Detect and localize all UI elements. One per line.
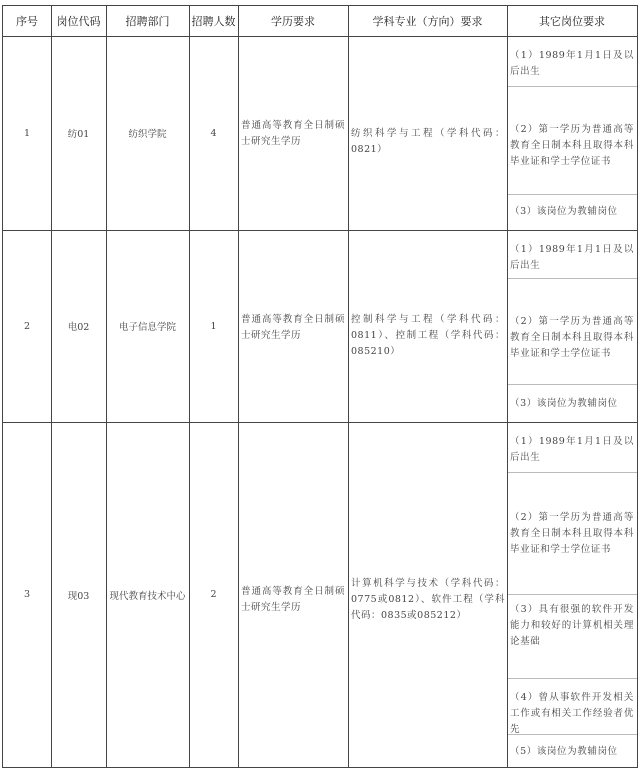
row3-dept: 现代教育技术中心 xyxy=(109,590,186,602)
req-divider xyxy=(508,194,637,195)
row2-dept: 电子信息学院 xyxy=(118,322,176,333)
recruitment-table xyxy=(2,5,638,768)
header-major: 学科专业（方向）要求 xyxy=(372,15,483,28)
row2-count: 1 xyxy=(210,320,217,332)
row1-req2: （2）第一学历为普通高等教育全日制本科且取得本科毕业证和学士学位证书 xyxy=(510,124,634,167)
req-divider xyxy=(508,594,637,595)
row2-seq: 2 xyxy=(23,320,31,332)
column-divider xyxy=(348,6,349,767)
header-other: 其它岗位要求 xyxy=(539,15,605,28)
row1-count: 4 xyxy=(210,127,217,139)
row3-major: 计算机科学与技术（学科代码：0775或0812）、软件工程（学科代码：0835或085212） xyxy=(351,578,505,621)
row2-code: 电02 xyxy=(67,322,90,333)
row3-req5: （5）该岗位为教辅岗位 xyxy=(510,746,618,757)
row2-req3: （3）该岗位为教辅岗位 xyxy=(510,398,618,409)
req-divider xyxy=(508,472,637,473)
row1-dept: 纺织学院 xyxy=(128,129,167,140)
row3-req4: （4）曾从事软件开发相关工作或有相关工作经验者优先 xyxy=(510,692,634,735)
row3-seq: 3 xyxy=(23,589,31,600)
row3-req2: （2）第一学历为普通高等教育全日制本科且取得本科毕业证和学士学位证书 xyxy=(510,512,634,555)
row3-code: 现03 xyxy=(67,590,90,602)
header-edu: 学历要求 xyxy=(271,15,315,28)
header-seq: 序号 xyxy=(16,15,38,28)
req-divider xyxy=(508,678,637,679)
req-divider xyxy=(508,86,637,87)
row2-edu: 普通高等教育全日制硕士研究生学历 xyxy=(241,314,345,341)
row1-seq: 1 xyxy=(23,127,31,139)
row1-req1: （1）1989年1月1日及以后出生 xyxy=(510,50,634,77)
req-divider xyxy=(508,278,637,279)
row2-major: 控制科学与工程（学科代码：0811）、控制工程（学科代码：085210） xyxy=(351,314,505,357)
column-divider xyxy=(507,6,508,767)
row1-req3: （3）该岗位为教辅岗位 xyxy=(510,206,618,217)
column-divider xyxy=(238,6,239,767)
row1-code: 纺01 xyxy=(67,129,90,140)
req-divider xyxy=(508,384,637,385)
row3-req3: （3）具有很强的软件开发能力和较好的计算机相关理论基础 xyxy=(510,604,634,647)
row3-req1: （1）1989年1月1日及以后出生 xyxy=(510,436,634,463)
header-count: 招聘人数 xyxy=(191,15,236,28)
row1-major: 纺织科学与工程（学科代码：0821） xyxy=(351,128,505,155)
row3-count: 2 xyxy=(210,589,217,600)
row2-req2: （2）第一学历为普通高等教育全日制本科且取得本科毕业证和学士学位证书 xyxy=(510,316,634,359)
row1-edu: 普通高等教育全日制硕士研究生学历 xyxy=(241,120,345,147)
header-code: 岗位代码 xyxy=(56,15,101,28)
header-dept: 招聘部门 xyxy=(125,15,170,28)
row2-req1: （1）1989年1月1日及以后出生 xyxy=(510,244,634,271)
row3-edu: 普通高等教育全日制硕士研究生学历 xyxy=(241,586,345,613)
